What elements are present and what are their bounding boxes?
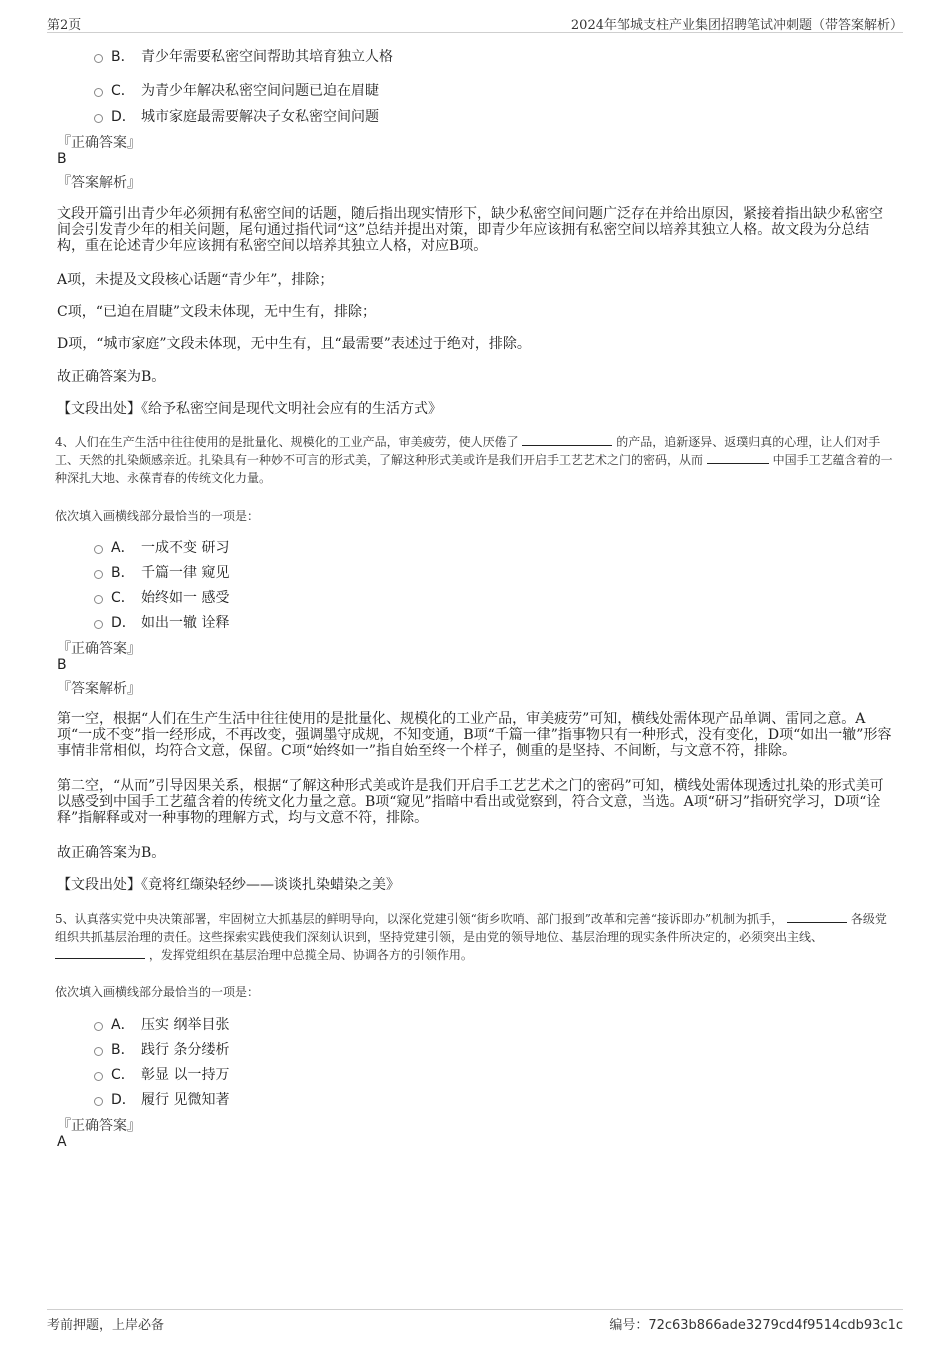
- page-number: 第2页: [47, 18, 82, 33]
- blank-1: [787, 910, 847, 923]
- q5-option-c[interactable]: C． 彰显 以一持万: [94, 1064, 229, 1084]
- q3-option-c[interactable]: C． 为青少年解决私密空间问题已迫在眉睫: [94, 80, 379, 100]
- q5-option-d[interactable]: D． 履行 见微知著: [94, 1089, 229, 1109]
- q4-analysis-first-blank: 第一空，根据“人们在生产生活中往往使用的是批量化、规模化的工业产品，审美疲劳”可知，横线处需体现产品单调、雷同之意。A项“一成不变”指一经形成，不再改变，强调墨守成规，不知变通，B项“千篇一律”指事物只有一种形式，没有变化，D项“如出一辙”形容事情非常相似，均符合文意，保留。C项“始终如一”指自始至终一个样子，侧重的是坚持、不间断，与文意不符，排除。: [57, 711, 892, 759]
- q4-conclusion: 故正确答案为B。: [57, 845, 166, 861]
- q5-question: 5、认真落实党中央决策部署，牢固树立大抓基层的鲜明导向，以深化党建引领“街乡吹哨、部门报到”改革和完善“接诉即办”机制为抓手， 各级党组织共抓基层治理的责任。这些探索实践使我们深刻认识到，坚持党建引领，是由党的领导地位、基层治理的现实条件所决定的，必须突出主线、 ，发挥党组织在基层治理中总揽全局、协调各方的引领作用。: [55, 912, 887, 962]
- q3-source: 【文段出处】《给予私密空间是现代文明社会应有的生活方式》: [57, 401, 442, 417]
- radio-icon[interactable]: [94, 1022, 103, 1031]
- footer-slogan: 考前押题，上岸必备: [47, 1318, 165, 1333]
- q4-option-a[interactable]: A． 一成不变 研习: [94, 537, 229, 557]
- q5-answer: A: [57, 1134, 67, 1150]
- q4-question: 4、人们在生产生活中往往使用的是批量化、规模化的工业产品，审美疲劳，使人厌倦了 的产品，追新逐异、返璞归真的心理，让人们对手工、天然的扎染颇感亲近。扎染具有一种妙不可言的形式美，了解这种形式美或许是我们开启手工艺艺术之门的密码，从而 中国手工艺蕴含着的一种深扎大地、永葆青春的传统文化力量。: [55, 435, 893, 485]
- q4-source: 【文段出处】《竟将红缬染轻纱——谈谈扎染蜡染之美》: [57, 877, 400, 893]
- q3-analysis-d: D项，“城市家庭”文段未体现，无中生有，且“最需要”表述过于绝对，排除。: [57, 336, 531, 352]
- q5-answer-label: 『正确答案』: [57, 1118, 141, 1134]
- q3-answer: B: [57, 151, 67, 167]
- q3-option-d[interactable]: D． 城市家庭最需要解决子女私密空间问题: [94, 106, 379, 126]
- blank-2: [707, 451, 769, 464]
- radio-icon[interactable]: [94, 114, 103, 123]
- document-title: 2024年邹城支柱产业集团招聘笔试冲刺题（带答案解析）: [570, 18, 903, 33]
- q5-option-a[interactable]: A． 压实 纲举目张: [94, 1014, 229, 1034]
- q3-analysis-paragraph: 文段开篇引出青少年必须拥有私密空间的话题，随后指出现实情形下，缺少私密空间问题广泛存在并给出原因，紧接着指出缺少私密空间会引发青少年的相关问题，尾句通过指代词“这”总结并提出对策，即青少年应该拥有私密空间以培养其独立人格。故文段为分总结构，重在论述青少年应该拥有私密空间以培养其独立人格，对应B项。: [57, 206, 883, 254]
- q4-answer: B: [57, 657, 67, 673]
- q3-analysis-c: C项，“已迫在眉睫”文段未体现，无中生有，排除；: [57, 304, 377, 320]
- radio-icon[interactable]: [94, 1072, 103, 1081]
- footer-divider: [47, 1309, 903, 1310]
- q4-option-b[interactable]: B． 千篇一律 窥见: [94, 562, 229, 582]
- q4-option-c[interactable]: C． 始终如一 感受: [94, 587, 229, 607]
- q4-answer-label: 『正确答案』: [57, 641, 141, 657]
- blank-1: [522, 433, 612, 446]
- radio-icon[interactable]: [94, 1097, 103, 1106]
- q3-option-b[interactable]: B． 青少年需要私密空间帮助其培育独立人格: [94, 46, 393, 66]
- radio-icon[interactable]: [94, 545, 103, 554]
- radio-icon[interactable]: [94, 595, 103, 604]
- radio-icon[interactable]: [94, 54, 103, 63]
- radio-icon[interactable]: [94, 570, 103, 579]
- q4-analysis-label: 『答案解析』: [57, 681, 141, 697]
- header-divider: [47, 32, 903, 33]
- radio-icon[interactable]: [94, 88, 103, 97]
- q5-option-b[interactable]: B． 践行 条分缕析: [94, 1039, 229, 1059]
- q3-analysis-label: 『答案解析』: [57, 175, 141, 191]
- q3-answer-label: 『正确答案』: [57, 135, 141, 151]
- blank-2: [55, 946, 145, 959]
- document-id: 编号：72c63b866ade3279cd4f9514cdb93c1c: [609, 1318, 903, 1333]
- q3-analysis-a: A项，未提及文段核心话题“青少年”，排除；: [57, 272, 334, 288]
- radio-icon[interactable]: [94, 620, 103, 629]
- q3-conclusion: 故正确答案为B。: [57, 369, 166, 385]
- q5-prompt: 依次填入画横线部分最恰当的一项是：: [55, 985, 260, 999]
- q4-prompt: 依次填入画横线部分最恰当的一项是：: [55, 509, 260, 523]
- q4-analysis-second-blank: 第二空，“从而”引导因果关系，根据“了解这种形式美或许是我们开启手工艺艺术之门的密码”可知，横线处需体现透过扎染的形式美可以感受到中国手工艺蕴含着的传统文化力量之意。B项“窥见”指暗中看出或觉察到，符合文意，当选。A项“研习”指研究学习，D项“诠释”指解释或对一种事物的理解方式，均与文意不符，排除。: [57, 778, 884, 826]
- q4-option-d[interactable]: D． 如出一辙 诠释: [94, 612, 229, 632]
- radio-icon[interactable]: [94, 1047, 103, 1056]
